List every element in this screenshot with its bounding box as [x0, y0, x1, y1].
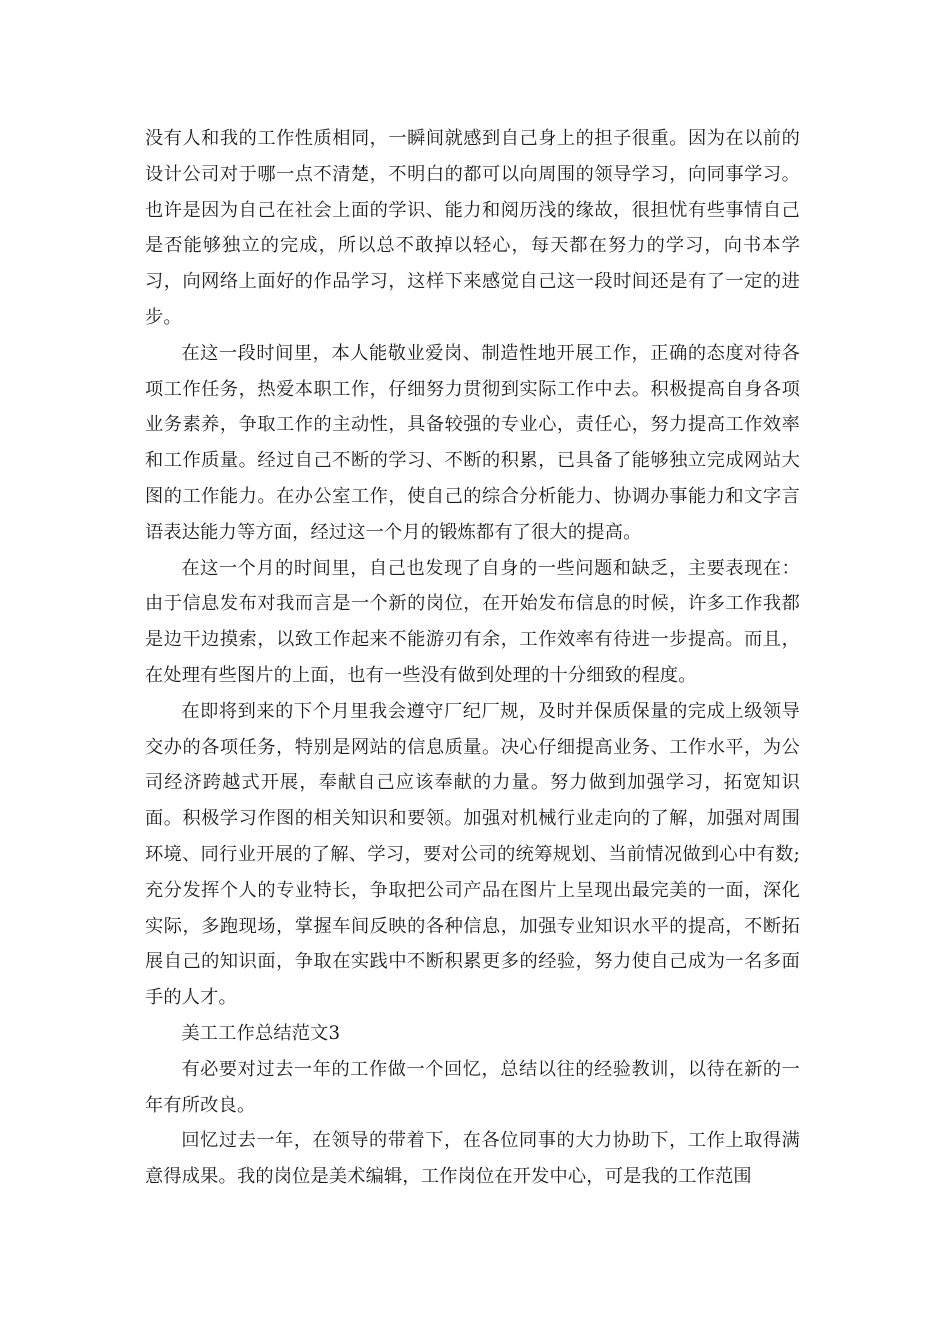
paragraph-4: 在即将到来的下个月里我会遵守厂纪厂规，及时并保质保量的完成上级领导交办的各项任务，特别是网站的信息质量。决心仔细提高业务、工作水平，为公司经济跨越式开展，奉献自己应该奉献的力量。努力做到加强学习，拓宽知识面。积极学习作图的相关知识和要领。加强对机械行业走向的了解，加强对周围环境、同行业开展的了解、学习，要对公司的统筹规划、当前情况做到心中有数;充分发挥个人的专业特长，争取把公司产品在图片上呈现出最完美的一面，深化实际，多跑现场，掌握车间反映的各种信息，加强专业知识水平的提高，不断拓展自己的知识面，争取在实践中不断积累更多的经验，努力使自己成为一名多面手的人才。 [145, 700, 800, 1009]
paragraph-6: 回忆过去一年，在领导的带着下，在各位同事的大力协助下，工作上取得满意得成果。我的岗位是美术编辑，工作岗位在开发中心，可是我的工作范围 [145, 1130, 800, 1188]
paragraph-3: 在这一个月的时间里，自己也发现了自身的一些问题和缺乏，主要表现在：由于信息发布对我而言是一个新的岗位，在开始发布信息的时候，许多工作我都是边干边摸索，以致工作起来不能游刃有余，工作效率有待进一步提高。而且，在处理有些图片的上面，也有一些没有做到处理的十分细致的程度。 [145, 557, 800, 686]
paragraph-2: 在这一段时间里，本人能敬业爱岗、制造性地开展工作，正确的态度对待各项工作任务，热爱本职工作，仔细努力贯彻到实际工作中去。积极提高自身各项业务素养，争取工作的主动性，具备较强的专业心，责任心，努力提高工作效率和工作质量。经过自己不断的学习、不断的积累，已具备了能够独立完成网站大图的工作能力。在办公室工作，使自己的综合分析能力、协调办事能力和文字言语表达能力等方面，经过这一个月的锻炼都有了很大的提高。 [145, 342, 800, 543]
paragraph-5: 有必要对过去一年的工作做一个回忆，总结以往的经验教训，以待在新的一年有所改良。 [145, 1058, 800, 1116]
paragraph-1: 没有人和我的工作性质相同，一瞬间就感到自己身上的担子很重。因为在以前的设计公司对于哪一点不清楚，不明白的都可以向周围的领导学习，向同事学习。也许是因为自己在社会上面的学识、能力和阅历浅的缘故，很担忧有些事情自己是否能够独立的完成，所以总不敢掉以轻心，每天都在努力的学习，向书本学习，向网络上面好的作品学习，这样下来感觉自己这一段时间还是有了一定的进步。 [145, 128, 800, 328]
document-page [145, 121, 800, 1195]
section-heading: 美工工作总结范文3 [181, 1022, 341, 1044]
